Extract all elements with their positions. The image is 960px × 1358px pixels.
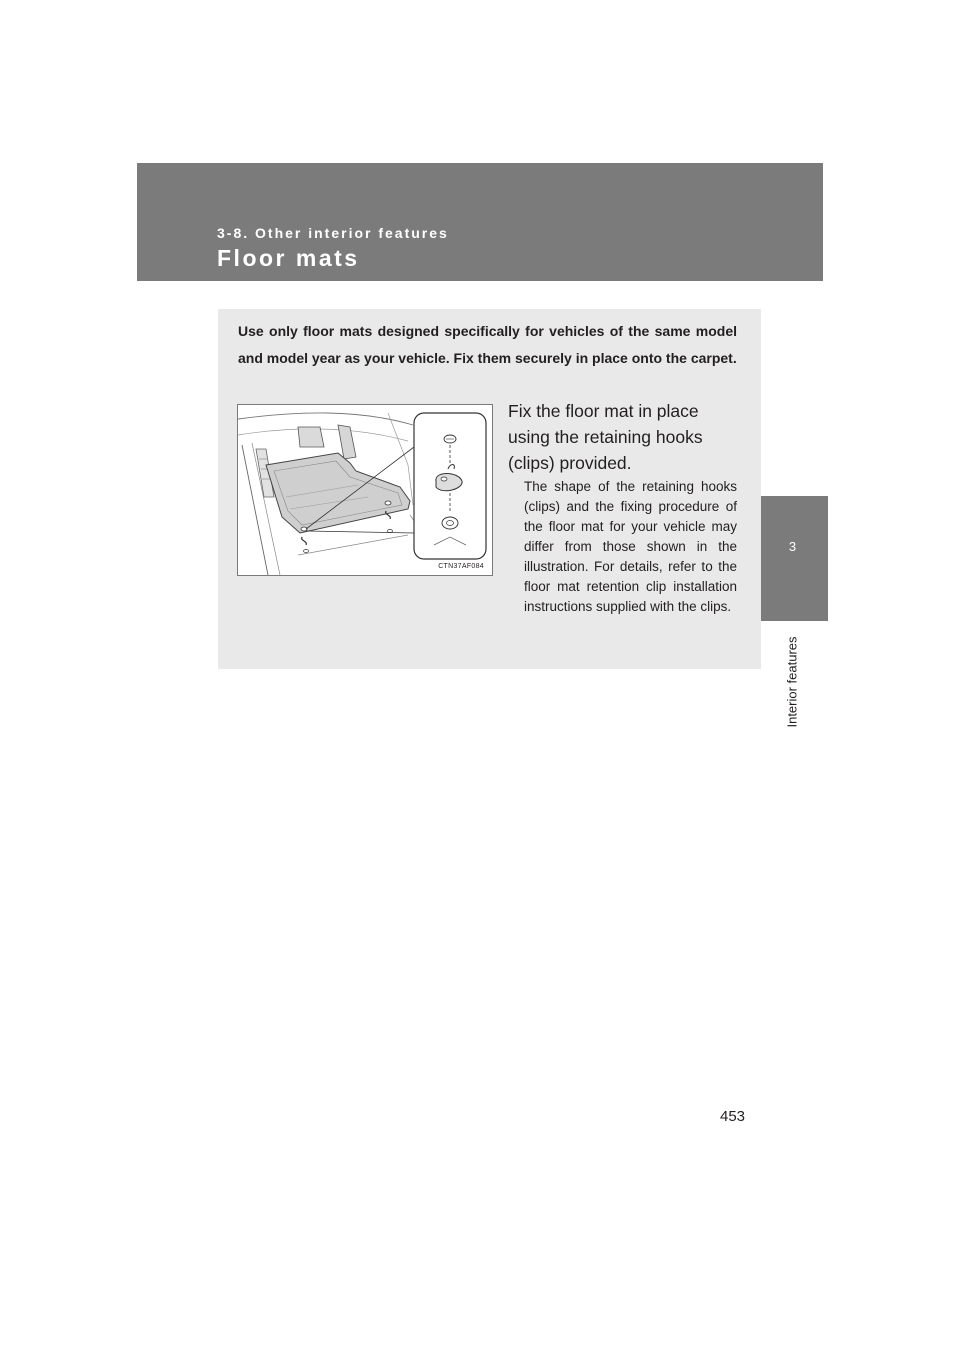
content-box — [218, 309, 761, 669]
instruction-text: Fix the floor mat in place using the retaining hooks (clips) provided. — [508, 401, 703, 473]
page-number: 453 — [720, 1108, 746, 1125]
page-title: Floor mats — [217, 245, 360, 271]
section-label: 3-8. Other interior features — [217, 225, 449, 241]
header-band — [137, 163, 823, 281]
floor-mat-illustration — [237, 404, 493, 576]
chapter-tab — [757, 496, 828, 621]
chapter-tab-number: 3 — [788, 539, 797, 554]
chapter-side-label: Interior features — [784, 636, 800, 728]
intro-text: Use only floor mats designed specifically for vehicles of the same model and model year as your vehicle. Fix them securely in place onto the carpet. — [238, 323, 737, 366]
note-text: The shape of the retaining hooks (clips) and the fixing procedure of the floor mat for your vehicle may differ from those shown in the illustration. For details, refer to the floor mat retention clip installation instructions supplied with the clips. — [524, 479, 737, 614]
figure-code: CTN37AF084 — [438, 563, 484, 570]
floor-mat-drawing — [238, 405, 493, 576]
